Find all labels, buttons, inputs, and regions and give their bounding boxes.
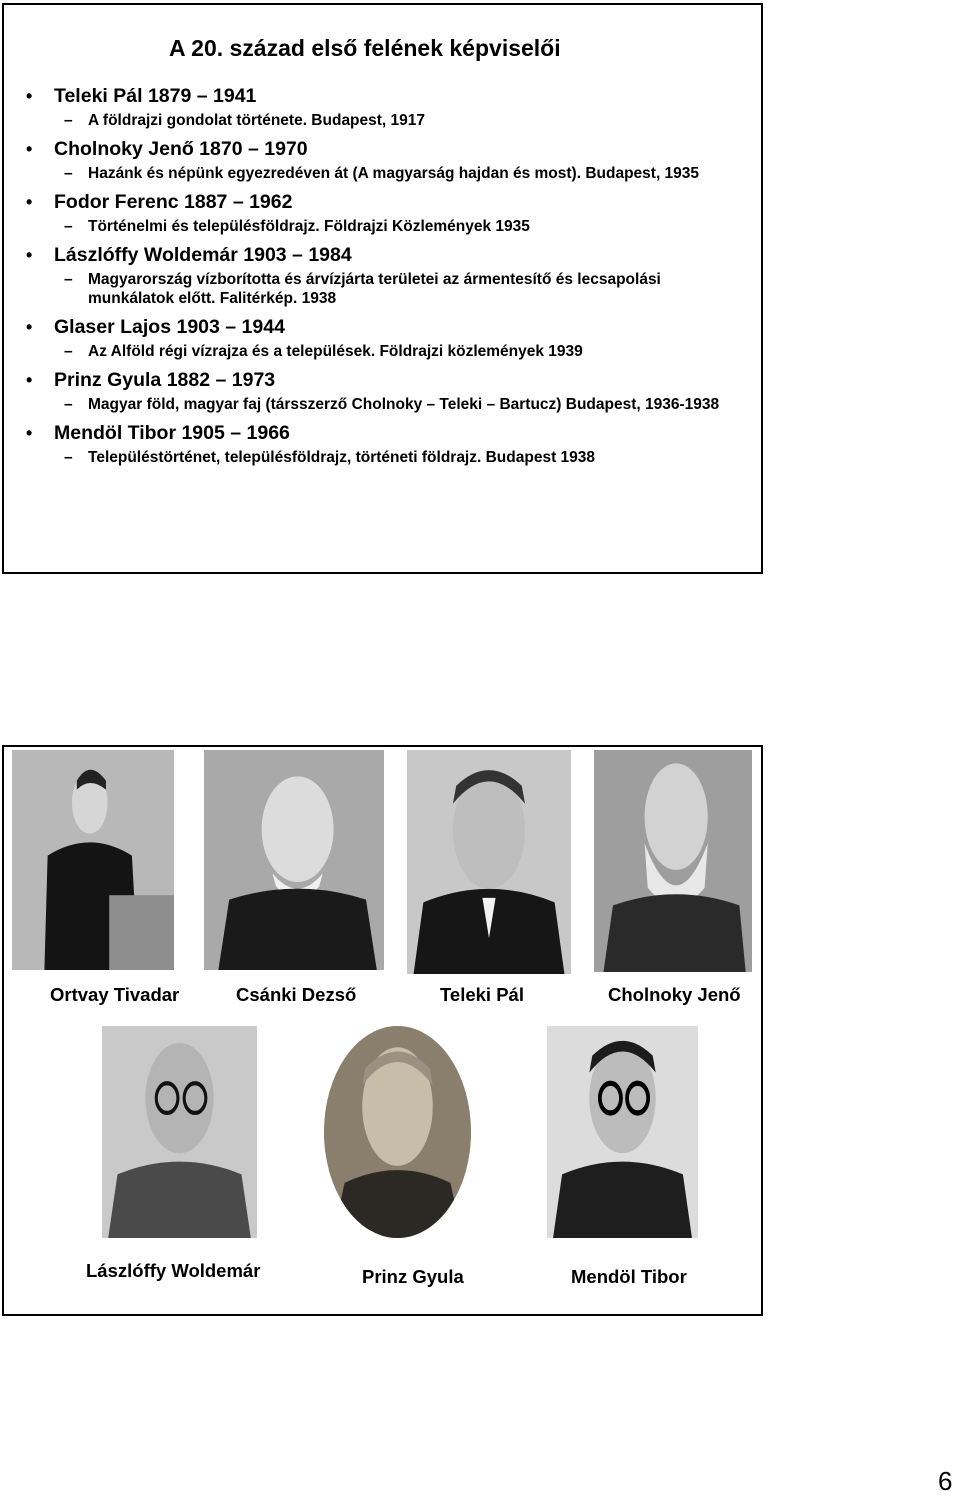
portrait-photo-prinz [324, 1026, 471, 1238]
caption-ortvay: Ortvay Tivadar [50, 984, 180, 1005]
bullet-icon: • [26, 423, 33, 443]
dash-icon: – [64, 343, 73, 360]
list-item [4, 242, 761, 308]
list-item [4, 136, 761, 183]
dash-icon: – [64, 112, 73, 129]
bullet-icon: • [26, 192, 33, 212]
person-name: Mendöl Tibor 1905 – 1966 [54, 422, 290, 444]
portrait-photo-icon [594, 750, 752, 972]
dash-icon: – [64, 449, 73, 466]
portrait-photo-icon [547, 1026, 698, 1238]
bullet-icon: • [26, 370, 33, 390]
person-work: A földrajzi gondolat története. Budapest, 1917 [88, 112, 426, 129]
person-name: Prinz Gyula 1882 – 1973 [54, 369, 276, 391]
portrait-photo-ortvay [12, 750, 174, 970]
caption-prinz: Prinz Gyula [362, 1266, 464, 1287]
person-name: Cholnoky Jenő 1870 – 1970 [54, 138, 308, 160]
list-item [4, 420, 761, 467]
person-name: Fodor Ferenc 1887 – 1962 [54, 191, 293, 213]
dash-icon: – [64, 271, 73, 288]
caption-laszloffy: Lászlóffy Woldemár [86, 1260, 261, 1281]
person-work: Az Alföld régi vízrajza és a települések. Földrajzi közlemények 1939 [88, 343, 583, 360]
portrait-photo-icon [407, 750, 571, 974]
bullet-icon: • [26, 317, 33, 337]
portrait-photo-icon [204, 750, 384, 970]
person-work: Magyar föld, magyar faj (társszerző Cholnoky – Teleki – Bartucz) Budapest, 1936-1938 [88, 396, 720, 413]
caption-mendol: Mendöl Tibor [571, 1266, 687, 1287]
person-name: Glaser Lajos 1903 – 1944 [54, 316, 285, 338]
dash-icon: – [64, 165, 73, 182]
caption-teleki: Teleki Pál [440, 984, 524, 1005]
slide-portraits [2, 745, 763, 1316]
portrait-photo-icon [102, 1026, 257, 1238]
slide-title: A 20. század első felének képviselői [169, 35, 561, 61]
person-work: Történelmi és településföldrajz. Földrajzi Közlemények 1935 [88, 218, 530, 235]
bullet-icon: • [26, 86, 33, 106]
person-work: Magyarország vízborította és árvízjárta területei az ármentesítő és lecsapolási munkálatok előtt. Falitérkép. 1938 [88, 271, 661, 307]
portrait-photo-icon [12, 750, 174, 970]
list-item [4, 367, 761, 414]
page-number: 6 [938, 1466, 953, 1496]
dash-icon: – [64, 218, 73, 235]
person-name: Lászlóffy Woldemár 1903 – 1984 [54, 244, 352, 266]
list-item [4, 314, 761, 361]
caption-csanki: Csánki Dezső [236, 984, 357, 1005]
list-item [4, 189, 761, 236]
person-name: Teleki Pál 1879 – 1941 [54, 85, 257, 107]
portrait-photo-laszloffy [102, 1026, 257, 1238]
person-work: Településtörténet, településföldrajz, történeti földrajz. Budapest 1938 [88, 449, 596, 466]
dash-icon: – [64, 396, 73, 413]
list-item [4, 83, 761, 130]
bullet-icon: • [26, 139, 33, 159]
portrait-photo-teleki [407, 750, 571, 974]
portrait-photo-mendol [547, 1026, 698, 1238]
representatives-list [4, 83, 761, 473]
bullet-icon: • [26, 245, 33, 265]
caption-cholnoky: Cholnoky Jenő [608, 984, 741, 1005]
portrait-photo-icon [324, 1026, 471, 1238]
person-work: Hazánk és népünk egyezredéven át (A magyarság hajdan és most). Budapest, 1935 [88, 165, 700, 182]
portrait-photo-csanki [204, 750, 384, 970]
portrait-photo-cholnoky [594, 750, 752, 972]
slide-representatives-list [2, 3, 763, 574]
